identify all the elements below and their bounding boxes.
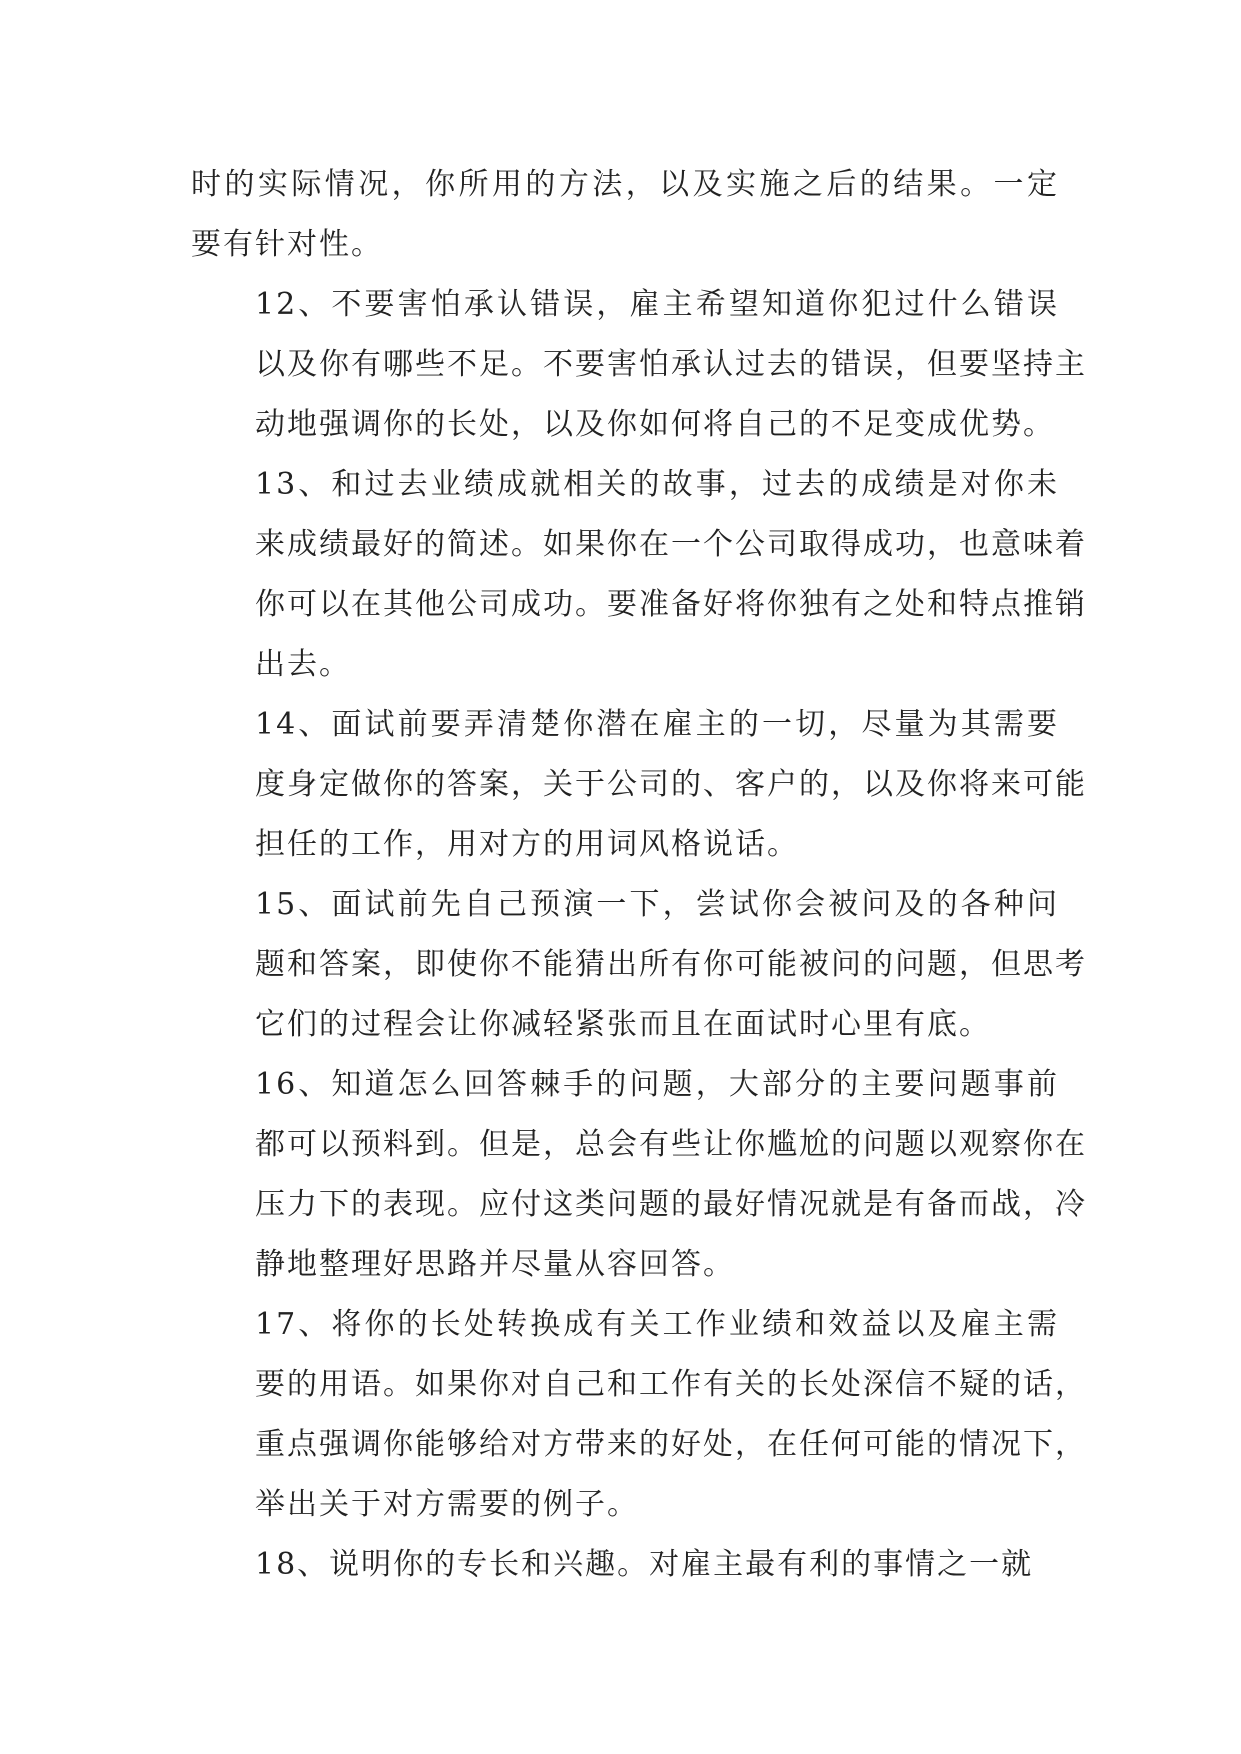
text-line: 16、知道怎么回答棘手的问题，大部分的主要问题事前 bbox=[255, 1067, 1059, 1102]
text-line: 都可以预料到。但是，总会有些让你尴尬的问题以观察你在 bbox=[255, 1127, 1087, 1162]
paragraph bbox=[191, 1055, 1087, 1295]
paragraph bbox=[191, 455, 1087, 695]
text-line: 要的用语。如果你对自己和工作有关的长处深信不疑的话， bbox=[255, 1367, 1087, 1402]
paragraph bbox=[191, 695, 1087, 875]
text-line: 来成绩最好的简述。如果你在一个公司取得成功，也意味着 bbox=[255, 527, 1087, 562]
text-line: 以及你有哪些不足。不要害怕承认过去的错误，但要坚持主 bbox=[255, 347, 1087, 382]
text-line: 你可以在其他公司成功。要准备好将你独有之处和特点推销 bbox=[255, 587, 1087, 622]
text-line: 举出关于对方需要的例子。 bbox=[255, 1487, 639, 1522]
text-line: 度身定做你的答案，关于公司的、客户的，以及你将来可能 bbox=[255, 767, 1087, 802]
text-line: 要有针对性。 bbox=[191, 227, 383, 262]
text-line: 担任的工作，用对方的用词风格说话。 bbox=[255, 827, 799, 862]
text-line: 压力下的表现。应付这类问题的最好情况就是有备而战，冷 bbox=[255, 1187, 1087, 1222]
paragraph bbox=[191, 875, 1087, 1055]
text-line: 时的实际情况，你所用的方法，以及实施之后的结果。一定 bbox=[191, 167, 1059, 202]
paragraph bbox=[191, 275, 1087, 455]
text-line: 重点强调你能够给对方带来的好处，在任何可能的情况下， bbox=[255, 1427, 1087, 1462]
text-line: 它们的过程会让你减轻紧张而且在面试时心里有底。 bbox=[255, 1007, 991, 1042]
text-line: 动地强调你的长处，以及你如何将自己的不足变成优势。 bbox=[255, 407, 1055, 442]
paragraph bbox=[191, 1535, 1059, 1595]
text-line: 15、面试前先自己预演一下，尝试你会被问及的各种问 bbox=[255, 887, 1059, 922]
document-body bbox=[191, 155, 1087, 1595]
text-line: 题和答案，即使你不能猜出所有你可能被问的问题，但思考 bbox=[255, 947, 1087, 982]
text-line: 18、说明你的专长和兴趣。对雇主最有利的事情之一就 bbox=[255, 1547, 1034, 1582]
text-line: 17、将你的长处转换成有关工作业绩和效益以及雇主需 bbox=[255, 1307, 1059, 1342]
paragraph bbox=[191, 155, 1059, 275]
text-line: 13、和过去业绩成就相关的故事，过去的成绩是对你未 bbox=[255, 467, 1059, 502]
text-line: 14、面试前要弄清楚你潜在雇主的一切，尽量为其需要 bbox=[255, 707, 1059, 742]
paragraph bbox=[191, 1295, 1087, 1535]
text-line: 静地整理好思路并尽量从容回答。 bbox=[255, 1247, 735, 1282]
text-line: 出去。 bbox=[255, 647, 351, 682]
text-line: 12、不要害怕承认错误，雇主希望知道你犯过什么错误 bbox=[255, 287, 1059, 322]
